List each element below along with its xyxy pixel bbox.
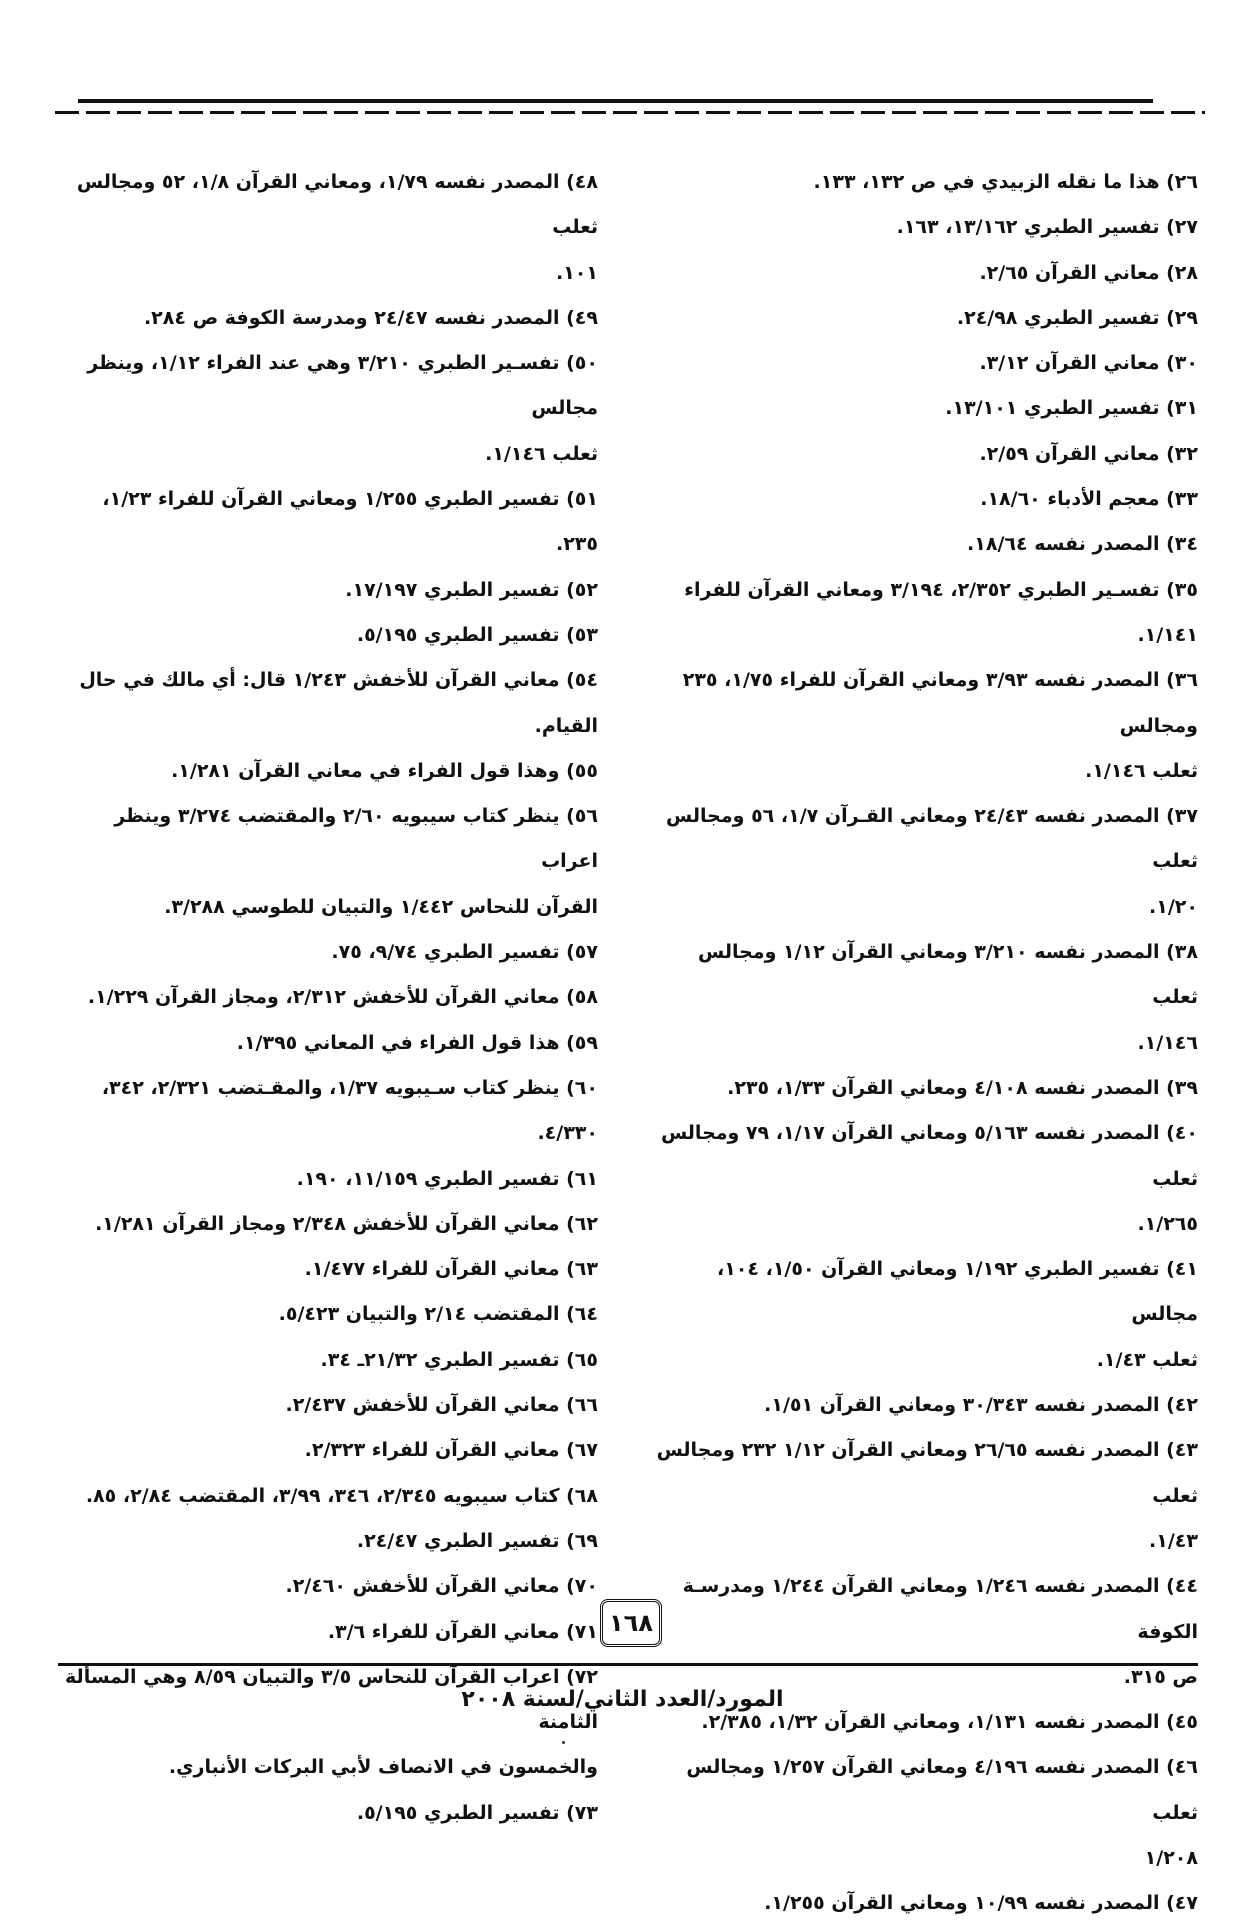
footnote: ٦٨) كتاب سيبويه ٢/٣٤٥، ٣٤٦، ٣/٩٩، المقتضب ٢/٨٤، ٨٥. — [85, 1484, 598, 1507]
scan-speck — [562, 1741, 565, 1744]
footnote: ٥٩) هذا قول الفراء في المعاني ١/٣٩٥. — [236, 1031, 598, 1054]
header-dashed-rule — [55, 111, 1205, 114]
footnote: ٤٣) المصدر نفسه ٢٦/٦٥ ومعاني القرآن ١/١٢ ٢٣٢ ومجالس ثعلب ١/٤٣. — [656, 1439, 1198, 1552]
footnote: ٥٧) تفسير الطبري ٩/٧٤، ٧٥. — [331, 941, 598, 964]
footnote: ٤٩) المصدر نفسه ٢٤/٤٧ ومدرسة الكوفة ص ٢٨٤. — [143, 306, 598, 329]
footnote: ٤٢) المصدر نفسه ٣٠/٣٤٣ ومعاني القرآن ١/٥١. — [764, 1394, 1198, 1417]
footnote: ٣٣) معجم الأدباء ١٨/٦٠. — [980, 488, 1198, 511]
journal-footer: المورد/العدد الثاني/لسنة ٢٠٠٨ — [461, 1687, 784, 1712]
footnote: ٣١) تفسير الطبري ١٣/١٠١. — [945, 397, 1198, 420]
footnote: ٥٣) تفسير الطبري ٥/١٩٥. — [356, 623, 598, 646]
footnote: ٦٠) ينظر كتاب سـيبويه ١/٣٧، والمقـتضب ٢/٣٢١، ٣٤٢، ٤/٣٣٠. — [101, 1076, 598, 1145]
footnote: ٥٥) وهذا قول الفراء في معاني القرآن ١/٢٨١. — [171, 759, 598, 782]
footnote: ٦٩) تفسير الطبري ٢٤/٤٧. — [356, 1529, 598, 1552]
footnote: ٣٤) المصدر نفسه ١٨/٦٤. — [967, 533, 1198, 556]
footnote: ٦٢) معاني القرآن للأخفش ٢/٣٤٨ ومجاز القرآن ١/٢٨١. — [95, 1212, 598, 1235]
footnote: ٤١) تفسير الطبري ١/١٩٢ ومعاني القرآن ١/٥٠، ١٠٤، مجالس ثعلب ١/٤٣. — [716, 1258, 1198, 1371]
footnote: ٤٤) المصدر نفسه ١/٢٤٦ ومعاني القرآن ١/٢٤٤ ومدرسـة الكوفة ص ٣١٥. — [682, 1575, 1198, 1688]
footnote: ٢٧) تفسير الطبري ١٣/١٦٢، ١٦٣. — [896, 216, 1198, 239]
footnote: ٧١) معاني القرآن للفراء ٣/٦. — [327, 1620, 598, 1643]
footnote: ٥٢) تفسير الطبري ١٧/١٩٧. — [345, 578, 598, 601]
footnote: ٤٨) المصدر نفسه ١/٧٩، ومعاني القرآن ١/٨، ٥٢ ومجالس ثعلب ١٠١. — [76, 171, 598, 284]
footnote: ٧٣) تفسير الطبري ٥/١٩٥. — [356, 1801, 598, 1824]
footnote: ٤٠) المصدر نفسه ٥/١٦٣ ومعاني القرآن ١/١٧، ٧٩ ومجالس ثعلب ١/٢٦٥. — [660, 1122, 1198, 1235]
footnote: ٧٠) معاني القرآن للأخفش ٢/٤٦٠. — [285, 1575, 598, 1598]
footnote: ٣٠) معاني القرآن ٣/١٢. — [979, 352, 1198, 375]
footnote: ٥٨) معاني القرآن للأخفش ٢/٣١٢، ومجاز القرآن ١/٢٢٩. — [87, 986, 598, 1009]
footer-rule — [58, 1663, 1198, 1666]
footnote: ٣٦) المصدر نفسه ٣/٩٣ ومعاني القرآن للفراء ١/٧٥، ٢٣٥ ومجالس ثعلب ١/١٤٦. — [682, 669, 1198, 782]
footnote: ٦١) تفسير الطبري ١١/١٥٩، ١٩٠. — [296, 1167, 598, 1190]
footnote: ٥٦) ينظر كتاب سيبويه ٢/٦٠ والمقتضب ٣/٢٧٤ وينظر اعراب القرآن للنحاس ١/٤٤٢ والتبيان للطوسي ٣/٢٨٨. — [114, 805, 598, 918]
page-number — [600, 1599, 662, 1647]
footnote: ٥٤) معاني القرآن للأخفش ١/٢٤٣ قال: أي مالك في حال القيام. — [72, 669, 598, 737]
footnote: ٦٥) تفسير الطبري ٢١/٣٢ـ ٣٤. — [320, 1348, 598, 1371]
footnote: ٧٢) اعراب القرآن للنحاس ٣/٥ والتبيان ٨/٥٩ وهي المسألة الثامنة والخمسون في الانصاف لأبي البركات الأنباري. — [65, 1665, 598, 1779]
footnote: ٤٧) المصدر نفسه ١٠/٩٩ ومعاني القرآن ١/٢٥٥. — [764, 1892, 1198, 1915]
footnote: ٣٨) المصدر نفسه ٣/٢١٠ ومعاني القرآن ١/١٢ ومجالس ثعلب ١/١٤٦. — [697, 941, 1198, 1054]
footnote: ٦٧) معاني القرآن للفراء ٢/٣٢٣. — [304, 1439, 598, 1462]
page-number-text: ١٦٨ — [609, 1609, 653, 1637]
footnote: ٣٩) المصدر نفسه ٤/١٠٨ ومعاني القرآن ١/٣٣، ٢٣٥. — [727, 1076, 1198, 1099]
footnote: ٦٦) معاني القرآن للأخفش ٢/٤٣٧. — [285, 1394, 598, 1417]
footnote: ٦٤) المقتضب ٢/١٤ والتبيان ٥/٤٢٣. — [278, 1303, 598, 1326]
footnote: ٥١) تفسير الطبري ١/٢٥٥ ومعاني القرآن للفراء ١/٢٣، ٢٣٥. — [95, 488, 598, 556]
footnote: ٢٨) معاني القرآن ٢/٦٥. — [979, 261, 1198, 284]
footnote: ٢٦) هذا ما نقله الزبيدي في ص ١٣٢، ١٣٣. — [813, 171, 1198, 193]
footnote: ٤٥) المصدر نفسه ١/١٣١، ومعاني القرآن ١/٣٢، ٢/٣٨٥. — [701, 1711, 1198, 1734]
footnote: ٦٣) معاني القرآن للفراء ١/٤٧٧. — [304, 1258, 598, 1281]
header-rule — [78, 99, 1153, 103]
footnote: ٣٥) تفسـير الطبري ٢/٣٥٢، ٣/١٩٤ ومعاني القرآن للفراء ١/١٤١. — [684, 578, 1198, 646]
footnote: ٣٢) معاني القرآن ٢/٥٩. — [979, 442, 1198, 465]
footnote: ٤٦) المصدر نفسه ٤/١٩٦ ومعاني القرآن ١/٢٥٧ ومجالس ثعلب ١/٢٠٨ — [686, 1756, 1198, 1869]
footnote: ٢٩) تفسير الطبري ٢٤/٩٨. — [956, 306, 1198, 329]
footnote: ٥٠) تفسـير الطبري ٣/٢١٠ وهي عند الفراء ١/١٢، وينظر مجالس ثعلب ١/١٤٦. — [87, 352, 598, 465]
footnote: ٣٧) المصدر نفسه ٢٤/٤٣ ومعاني القـرآن ١/٧، ٥٦ ومجالس ثعلب ١/٢٠. — [666, 805, 1198, 918]
footnotes-column-left — [58, 160, 598, 1836]
footnotes-column-right — [650, 160, 1198, 1927]
